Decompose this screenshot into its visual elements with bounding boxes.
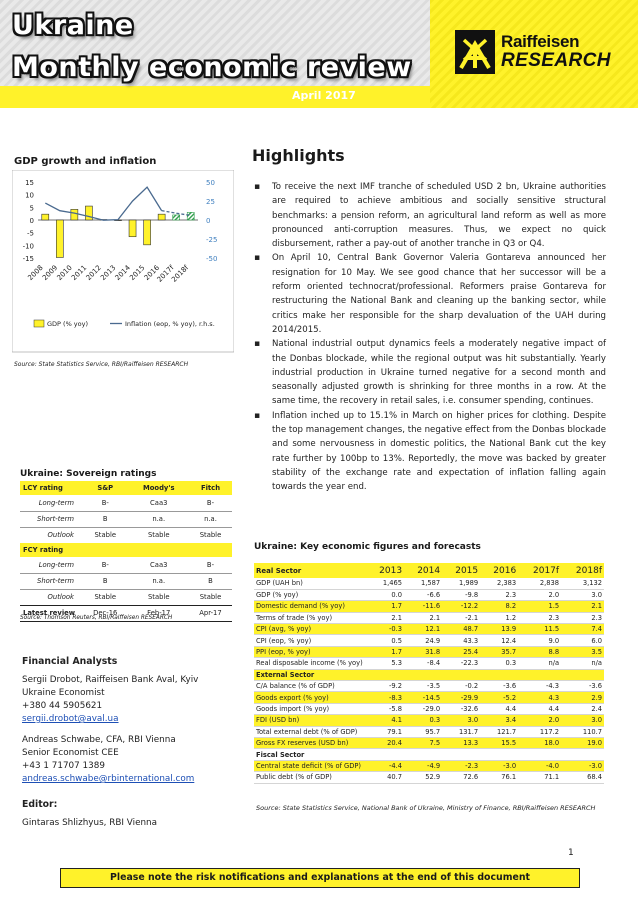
rating-cell: B	[82, 511, 129, 527]
value-cell: 1.7	[366, 601, 404, 612]
value-cell: 7.4	[561, 624, 604, 635]
header-cell: 2016	[480, 563, 518, 578]
x-tick-label: 2010	[55, 263, 74, 283]
left-tick-label: 5	[29, 204, 34, 213]
row-label: GDP (% yoy)	[254, 589, 366, 600]
table-row	[254, 760, 604, 771]
x-tick-label: 2013	[99, 263, 118, 283]
value-cell	[366, 669, 404, 680]
rating-cell: Caa3	[150, 560, 168, 569]
empty-cell	[129, 543, 189, 557]
analysts-box	[22, 655, 242, 830]
analyst-email-link[interactable]: andreas.schwabe@rbinternational.com	[22, 774, 195, 784]
header-cell: 2018f	[561, 563, 604, 578]
highlights-list	[254, 180, 606, 495]
report-header	[0, 0, 638, 108]
value-cell: 2.1	[366, 612, 404, 623]
value-cell: 12.4	[480, 635, 518, 646]
value-cell: 117.2	[518, 726, 561, 737]
rating-cell: n.a.	[129, 511, 189, 527]
rating-cell: n.a.	[129, 573, 189, 589]
x-tick-label: 2014	[113, 263, 132, 283]
fcy-label: FCY rating	[20, 543, 82, 557]
x-tick-label: 2009	[40, 263, 60, 283]
value-cell: 131.7	[442, 726, 480, 737]
analyst-email-link[interactable]: sergii.drobot@aval.ua	[22, 714, 119, 724]
x-tick-label: 2015	[128, 263, 147, 283]
logo-text-raiffeisen: Raiffeisen	[501, 32, 580, 51]
value-cell	[404, 749, 442, 760]
value-cell: 121.7	[480, 726, 518, 737]
left-tick-label: 15	[25, 179, 34, 187]
highlight-item: ▪ Inflation inched up to 15.1% in March on higher prices for clothing. Despite the top management changes, the negative effect from the Donbas blockade and some nervousness in domestic politics, the National Bank cut the key rate further by 100bp to 13%. Reportedly, the move was backed by greater stability of the exchange rate and expectation of inflation falling again towards the year end.	[254, 409, 606, 495]
value-cell	[442, 669, 480, 680]
value-cell: 1,587	[404, 578, 442, 589]
value-cell: 8.8	[518, 646, 561, 657]
left-tick-label: 0	[29, 217, 34, 225]
x-tick-label: 2016	[142, 263, 162, 283]
value-cell: 24.9	[404, 635, 442, 646]
ratings-table	[20, 481, 232, 622]
table-row	[254, 715, 604, 726]
chart-source: Source: State Statistics Service, RBI/Raiffeisen RESEARCH	[14, 361, 189, 368]
value-cell: 2.3	[518, 612, 561, 623]
value-cell: 2.1	[561, 601, 604, 612]
key-figures-table	[254, 563, 604, 784]
analyst-name: Andreas Schwabe, CFA, RBI Vienna	[22, 735, 176, 745]
value-cell: 6.0	[561, 635, 604, 646]
rating-cell: Stable	[189, 527, 232, 543]
col-fitch: Fitch	[189, 481, 232, 495]
section-header-row	[254, 749, 604, 760]
value-cell: 71.1	[518, 772, 561, 783]
value-cell: 110.7	[561, 726, 604, 737]
highlight-item: ▪ National industrial output dynamics feels a moderately negative impact of the Donbas blockade, while the regional output was hit substantially. Yearly industrial production in Ukraine turned negative for a second month and seasonally adjusted growth is shrinking for three months in a row. At the same time, the recovery in retail sales, i.e. consumer spending, continues.	[254, 337, 606, 408]
ratings-row	[20, 495, 232, 511]
gdp-bar	[42, 214, 49, 220]
value-cell: n/a	[518, 658, 561, 669]
raiffeisen-gable-cross-icon	[455, 30, 495, 74]
value-cell	[518, 669, 561, 680]
value-cell: 2.0	[518, 589, 561, 600]
value-cell: -11.6	[404, 601, 442, 612]
analysts-heading: Financial Analysts	[22, 656, 118, 667]
key-figures-header-row	[254, 563, 604, 578]
empty-cell	[82, 543, 129, 557]
value-cell: -9.2	[366, 681, 404, 692]
row-label: Total external debt (% of GDP)	[254, 726, 366, 737]
value-cell: -6.6	[404, 589, 442, 600]
ratings-row	[20, 527, 232, 543]
row-label: External Sector	[254, 669, 366, 680]
ratings-title: Ukraine: Sovereign ratings	[20, 469, 157, 479]
value-cell: 3.5	[561, 646, 604, 657]
table-row	[254, 624, 604, 635]
table-row	[254, 681, 604, 692]
value-cell: 95.7	[404, 726, 442, 737]
analyst-name: Sergii Drobot, Raiffeisen Bank Aval, Kyiv	[22, 675, 199, 685]
col-sp: S&P	[82, 481, 129, 495]
rating-cell: B-	[101, 498, 109, 507]
value-cell: 4.4	[518, 703, 561, 714]
ratings-row	[20, 589, 232, 605]
value-cell: -5.2	[480, 692, 518, 703]
rating-cell: B	[82, 573, 129, 589]
header-cell: Real Sector	[254, 563, 366, 578]
lcy-label: LCY rating	[20, 481, 82, 495]
value-cell: 0.5	[366, 635, 404, 646]
inflation-line	[45, 187, 161, 220]
header-cell: 2015	[442, 563, 480, 578]
value-cell: 72.6	[442, 772, 480, 783]
logo-text-research: RESEARCH	[501, 50, 611, 71]
table-row	[254, 772, 604, 783]
value-cell: -3.6	[561, 681, 604, 692]
value-cell: -12.2	[442, 601, 480, 612]
value-cell: -3.0	[561, 760, 604, 771]
value-cell: 13.3	[442, 737, 480, 748]
report-title-line2: Monthly economic review	[12, 52, 412, 83]
rating-cell: Dec-16	[82, 605, 129, 621]
value-cell: -29.9	[442, 692, 480, 703]
value-cell	[561, 669, 604, 680]
value-cell	[480, 749, 518, 760]
x-tick-label: 2008	[26, 263, 45, 283]
value-cell: 3.0	[561, 715, 604, 726]
value-cell: n/a	[561, 658, 604, 669]
value-cell: 2.4	[561, 703, 604, 714]
gdp-bar	[56, 220, 63, 257]
ratings-row	[20, 573, 232, 589]
rating-cell: Apr-17	[189, 605, 232, 621]
rating-cell: B-	[206, 560, 215, 569]
row-label: Latest review	[20, 605, 82, 621]
value-cell: 2.3	[480, 589, 518, 600]
table-row	[254, 601, 604, 612]
value-cell: -8.3	[366, 692, 404, 703]
row-label: Goods export (% yoy)	[254, 692, 366, 703]
value-cell: 4.1	[366, 715, 404, 726]
value-cell: 1,465	[366, 578, 404, 589]
value-cell: 15.5	[480, 737, 518, 748]
row-label: Gross FX reserves (USD bn)	[254, 737, 366, 748]
value-cell: 48.7	[442, 624, 480, 635]
value-cell: -29.0	[404, 703, 442, 714]
rating-cell: Feb-17	[129, 605, 189, 621]
chart-title: GDP growth and inflation	[14, 156, 157, 167]
value-cell: 76.1	[480, 772, 518, 783]
value-cell: 7.5	[404, 737, 442, 748]
gdp-bar-forecast-hatch	[187, 212, 194, 220]
value-cell: 13.9	[480, 624, 518, 635]
rating-cell: Caa3	[150, 498, 168, 507]
table-row	[254, 578, 604, 589]
key-figures-source: Source: State Statistics Service, National Bank of Ukraine, Ministry of Finance, RBI/Raiffeisen RESEARCH	[256, 804, 596, 812]
table-row	[254, 646, 604, 657]
value-cell: 12.1	[404, 624, 442, 635]
value-cell: 31.8	[404, 646, 442, 657]
value-cell: 52.9	[404, 772, 442, 783]
right-tick-label: 0	[206, 217, 211, 225]
ratings-row	[20, 511, 232, 527]
value-cell: 20.4	[366, 737, 404, 748]
row-label: Real disposable income (% yoy)	[254, 658, 366, 669]
value-cell: 11.5	[518, 624, 561, 635]
value-cell: 0.3	[480, 658, 518, 669]
row-label: Long-term	[38, 560, 74, 569]
raiffeisen-logo	[455, 26, 615, 78]
value-cell	[480, 669, 518, 680]
left-tick-label: -10	[22, 242, 34, 251]
row-label: Central state deficit (% of GDP)	[254, 760, 366, 771]
x-tick-label: 2018f	[170, 263, 191, 284]
value-cell: 25.4	[442, 646, 480, 657]
value-cell: 2,383	[480, 578, 518, 589]
ratings-header-row	[20, 481, 232, 495]
row-label: Outlook	[20, 527, 82, 543]
value-cell: 1,989	[442, 578, 480, 589]
value-cell: 3.0	[561, 589, 604, 600]
row-label: Terms of trade (% yoy)	[254, 612, 366, 623]
gdp-bar-forecast-hatch	[173, 215, 180, 220]
rating-cell: Stable	[82, 589, 129, 605]
value-cell: 0.3	[404, 715, 442, 726]
value-cell: 68.4	[561, 772, 604, 783]
value-cell: 1.5	[518, 601, 561, 612]
table-row	[254, 635, 604, 646]
row-label: CPI (avg, % yoy)	[254, 624, 366, 635]
row-label: Goods import (% yoy)	[254, 703, 366, 714]
header-cell: 2013	[366, 563, 404, 578]
right-tick-label: 25	[206, 198, 215, 206]
x-tick-label: 2012	[84, 263, 103, 283]
row-label: Short-term	[20, 573, 82, 589]
header-cell: 2017f	[518, 563, 561, 578]
value-cell: 3.4	[480, 715, 518, 726]
value-cell: -0.3	[366, 624, 404, 635]
value-cell: 79.1	[366, 726, 404, 737]
value-cell: -4.9	[404, 760, 442, 771]
ratings-row	[20, 557, 232, 573]
table-row	[254, 589, 604, 600]
value-cell: 2.9	[561, 692, 604, 703]
value-cell: -14.5	[404, 692, 442, 703]
rating-cell: Stable	[129, 589, 189, 605]
rating-cell: n.a.	[189, 511, 232, 527]
value-cell: 2.0	[518, 715, 561, 726]
row-label: Domestic demand (% yoy)	[254, 601, 366, 612]
value-cell: -0.2	[442, 681, 480, 692]
left-tick-label: -5	[27, 229, 34, 238]
rating-cell: B-	[101, 560, 109, 569]
table-row	[254, 726, 604, 737]
value-cell	[404, 669, 442, 680]
row-label: Outlook	[20, 589, 82, 605]
gdp-bar	[85, 206, 92, 220]
value-cell: 5.3	[366, 658, 404, 669]
x-tick-label: 2011	[70, 263, 89, 283]
table-row	[254, 612, 604, 623]
value-cell: 18.0	[518, 737, 561, 748]
editor-heading: Editor:	[22, 799, 58, 810]
value-cell: 2.1	[404, 612, 442, 623]
value-cell	[561, 749, 604, 760]
legend-swatch-gdp	[34, 320, 44, 327]
table-row	[254, 737, 604, 748]
highlight-item: ▪ On April 10, Central Bank Governor Valeria Gontareva announced her resignation for 10 May. We see good chance that her successor will be a reform oriented technocrat/professional. Reformers praise Gontareva for restructuring the National Bank and cleaning up the banking sector, while critics make her responsible for the sharp devaluation of the UAH during 2014/2015.	[254, 251, 606, 337]
ratings-source: Source: Thomson Reuters, RBI/Raiffeisen RESEARCH	[20, 615, 173, 621]
value-cell: -4.3	[518, 681, 561, 692]
gdp-bar	[129, 220, 136, 237]
rating-cell: B-	[206, 498, 215, 507]
risk-notice-footer: Please note the risk notifications and explanations at the end of this document	[60, 868, 580, 888]
value-cell: 4.4	[480, 703, 518, 714]
value-cell: -3.0	[480, 760, 518, 771]
value-cell	[442, 749, 480, 760]
value-cell: 19.0	[561, 737, 604, 748]
value-cell: -2.3	[442, 760, 480, 771]
section-header-row	[254, 669, 604, 680]
value-cell: -4.0	[518, 760, 561, 771]
analyst-role: Ukraine Economist	[22, 688, 105, 698]
row-label: CPI (eop, % yoy)	[254, 635, 366, 646]
value-cell: -3.5	[404, 681, 442, 692]
report-date: April 2017	[292, 89, 356, 102]
analyst-phone: +380 44 5905621	[22, 701, 103, 711]
value-cell: -4.4	[366, 760, 404, 771]
highlight-item: ▪ To receive the next IMF tranche of scheduled USD 2 bn, Ukraine authorities are required to achieve ambitious and socially sensitive structural benchmarks: a pension reform, an agricultural land reform as well as more pronounced anti-corruption measures. Thus, we expect no quick disbursement, rather a pay-out of another tranche in Q3 or Q4.	[254, 180, 606, 251]
value-cell: -9.8	[442, 589, 480, 600]
row-label: GDP (UAH bn)	[254, 578, 366, 589]
right-tick-label: 50	[206, 179, 215, 187]
left-tick-label: -15	[22, 255, 34, 263]
editor-name: Gintaras Shlizhyus, RBI Vienna	[22, 818, 158, 828]
page-number: 1	[568, 848, 574, 858]
value-cell: 4.3	[518, 692, 561, 703]
gdp-bar	[144, 220, 151, 245]
table-row	[254, 658, 604, 669]
value-cell: 40.7	[366, 772, 404, 783]
row-label: Public debt (% of GDP)	[254, 772, 366, 783]
value-cell: 0.0	[366, 589, 404, 600]
value-cell	[366, 749, 404, 760]
gdp-bar	[158, 214, 165, 220]
row-label: Fiscal Sector	[254, 749, 366, 760]
row-label: Long-term	[38, 498, 74, 507]
rating-cell: B	[189, 573, 232, 589]
value-cell: 3.0	[442, 715, 480, 726]
value-cell: -32.6	[442, 703, 480, 714]
value-cell: -8.4	[404, 658, 442, 669]
row-label: PPI (eop, % yoy)	[254, 646, 366, 657]
fcy-header-row	[20, 543, 232, 557]
legend-label-inflation: Inflation (eop, % yoy), r.h.s.	[125, 320, 215, 328]
value-cell: -5.8	[366, 703, 404, 714]
value-cell: -3.6	[480, 681, 518, 692]
value-cell: 2.3	[561, 612, 604, 623]
value-cell	[518, 749, 561, 760]
value-cell: 9.0	[518, 635, 561, 646]
value-cell: -22.3	[442, 658, 480, 669]
value-cell: 8.2	[480, 601, 518, 612]
value-cell: 43.3	[442, 635, 480, 646]
header-yellow-bar	[0, 86, 430, 108]
analyst-phone: +43 1 71707 1389	[22, 761, 105, 771]
empty-cell	[189, 543, 232, 557]
key-figures-title: Ukraine: Key economic figures and forecasts	[254, 542, 481, 552]
x-tick-label: 2017f	[155, 263, 176, 284]
right-tick-label: -50	[206, 255, 218, 263]
value-cell: 3,132	[561, 578, 604, 589]
rating-cell: Stable	[189, 589, 232, 605]
col-moodys: Moody's	[129, 481, 189, 495]
right-tick-label: -25	[206, 236, 218, 244]
left-tick-label: 10	[25, 191, 34, 200]
value-cell: 1.2	[480, 612, 518, 623]
header-cell: 2014	[404, 563, 442, 578]
value-cell: 1.7	[366, 646, 404, 657]
value-cell: 35.7	[480, 646, 518, 657]
value-cell: 2,838	[518, 578, 561, 589]
rating-cell: Stable	[129, 527, 189, 543]
highlights-title: Highlights	[252, 146, 345, 165]
row-label: FDI (USD bn)	[254, 715, 366, 726]
table-row	[254, 692, 604, 703]
row-label: Short-term	[20, 511, 82, 527]
legend-label-gdp: GDP (% yoy)	[47, 320, 89, 328]
rating-cell: Stable	[82, 527, 129, 543]
gdp-inflation-chart	[12, 170, 234, 358]
gdp-bar	[71, 209, 78, 220]
row-label: C/A balance (% of GDP)	[254, 681, 366, 692]
value-cell: -2.1	[442, 612, 480, 623]
report-title-line1: Ukraine	[12, 10, 134, 41]
table-row	[254, 703, 604, 714]
analyst-role: Senior Economist CEE	[22, 748, 119, 758]
